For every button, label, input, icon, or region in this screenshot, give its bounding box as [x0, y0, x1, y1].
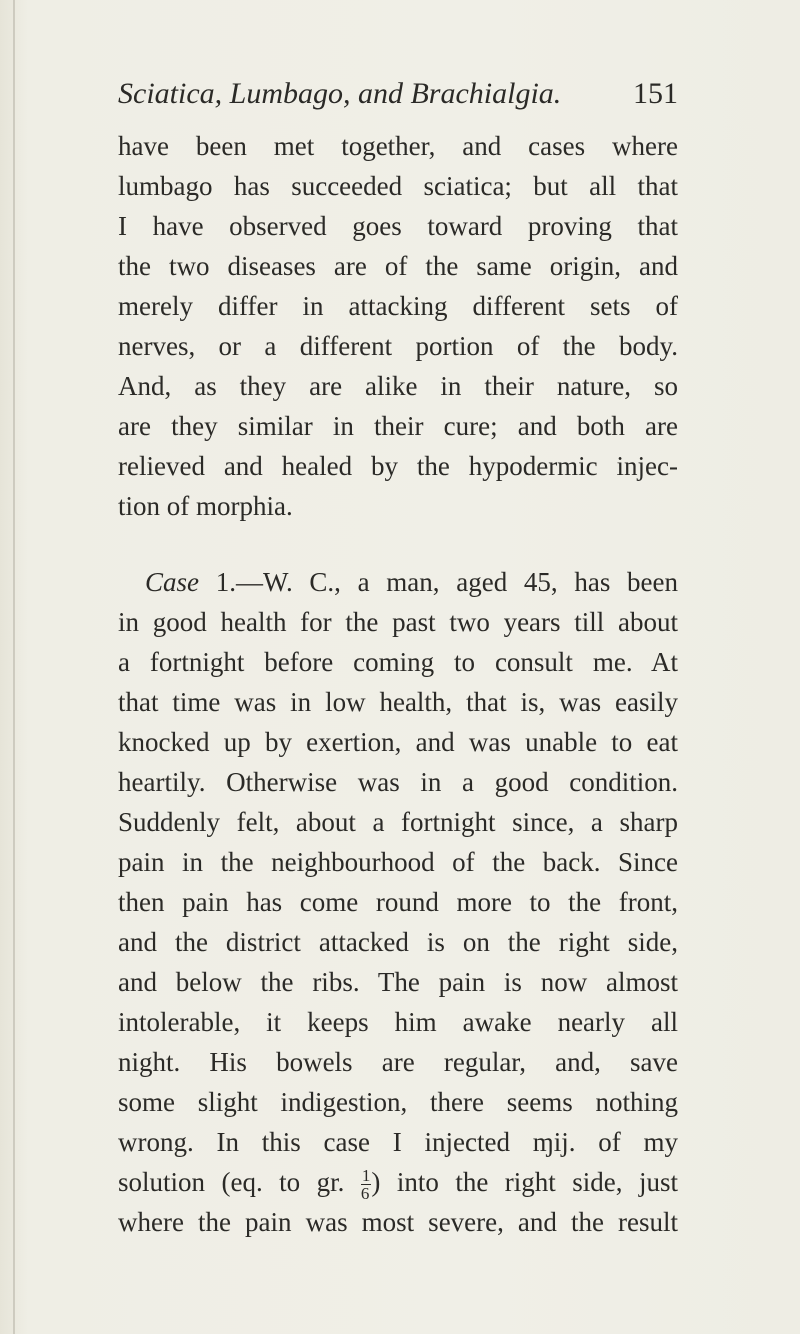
text-line: then pain has come round more to the front, [118, 887, 678, 917]
text-line: intolerable, it keeps him awake nearly all [118, 1007, 678, 1037]
text-line: a fortnight before coming to consult me. At [118, 647, 678, 677]
text-line: nerves, or a different portion of the body. [118, 331, 678, 361]
text-line: wrong. In this case I injected ɱij. of my [118, 1127, 678, 1157]
dose-fraction [361, 1167, 372, 1202]
text-line: And, as they are alike in their nature, so [118, 371, 678, 401]
text-line: in good health for the past two years till about [118, 607, 678, 637]
text-line: where the pain was most severe, and the result [118, 1207, 678, 1237]
case-heading-line [118, 562, 678, 602]
text-line: knocked up by exertion, and was unable to eat [118, 727, 678, 757]
text-line: tion of morphia. [118, 491, 293, 521]
text-line: some slight indigestion, there seems nothing [118, 1087, 678, 1117]
running-head [118, 70, 678, 118]
fraction-numerator: 1 [361, 1166, 371, 1186]
page-gutter [13, 0, 15, 1334]
paragraph-gap [118, 526, 678, 562]
paragraph-continuation [118, 126, 678, 526]
text-line: that time was in low health, that is, was easily [118, 687, 678, 717]
text-line: lumbago has succeeded sciatica; but all that [118, 171, 678, 201]
case-intro-text: 1.—W. C., a man, aged 45, has been [199, 567, 678, 597]
text-line: merely differ in attacking different sets of [118, 291, 678, 321]
page-number: 151 [633, 77, 678, 110]
text-line: night. His bowels are regular, and, save [118, 1047, 678, 1077]
running-head-title: Sciatica, Lumbago, and Brachialgia. [118, 77, 562, 110]
dosage-line [118, 1162, 678, 1202]
fraction-denominator: 6 [360, 1184, 370, 1202]
body-text [118, 126, 678, 1242]
text-line: the two diseases are of the same origin, and [118, 251, 678, 281]
text-line: and below the ribs. The pain is now almost [118, 967, 678, 997]
text-line: and the district attacked is on the right side, [118, 927, 678, 957]
text-line: are they similar in their cure; and both are [118, 411, 678, 441]
text-line: Suddenly felt, about a fortnight since, a sharp [118, 807, 678, 837]
case-paragraph [118, 562, 678, 1242]
text-line: pain in the neighbourhood of the back. Since [118, 847, 678, 877]
text-line: relieved and healed by the hypodermic injec- [118, 451, 678, 481]
text-line: heartily. Otherwise was in a good condition. [118, 767, 678, 797]
text-line: have been met together, and cases where [118, 131, 678, 161]
case-label: Case [145, 567, 199, 597]
dosage-text-before: solution (eq. to gr. [118, 1167, 361, 1197]
dosage-text-after: ) into the right side, just [371, 1167, 678, 1197]
text-line: I have observed goes toward proving that [118, 211, 678, 241]
